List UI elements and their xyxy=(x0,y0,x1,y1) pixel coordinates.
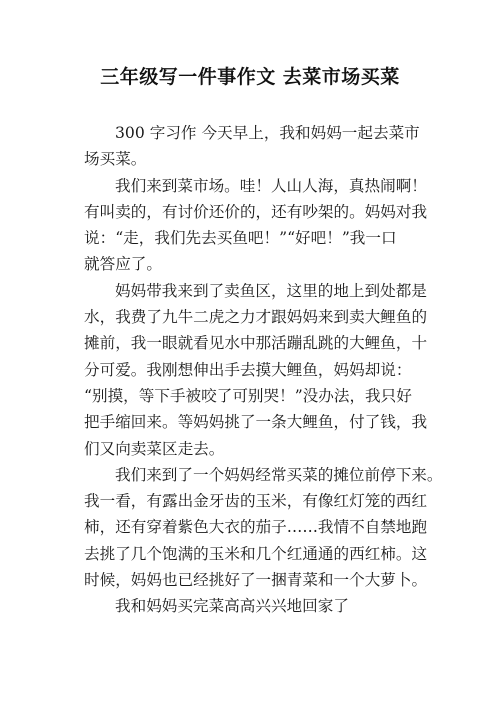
essay-line: 把手缩回来。等妈妈挑了一条大鲤鱼，付了钱，我 xyxy=(84,413,428,432)
essay-body xyxy=(84,120,443,620)
document-title: 三年级写一件事作文 去菜市场买菜 xyxy=(100,66,400,88)
essay-line: 我们来到菜市场。哇！人山人海，真热闹啊！ xyxy=(115,176,427,195)
essay-line: 300 字习作 今天早上，我和妈妈一起去菜市 xyxy=(115,124,420,142)
essay-line: 我和妈妈买完菜高高兴兴地回家了 xyxy=(115,597,349,616)
essay-line: 柿，还有穿着紫色大衣的茄子……我情不自禁地跑 xyxy=(84,518,428,537)
essay-line: 摊前，我一眼就看见水中那活蹦乱跳的大鲤鱼，十 xyxy=(84,334,428,353)
essay-line: 有叫卖的，有讨价还价的，还有吵架的。妈妈对我 xyxy=(84,202,428,221)
essay-line: 就答应了。 xyxy=(84,255,162,274)
essay-line: 妈妈带我来到了卖鱼区，这里的地上到处都是 xyxy=(115,281,427,300)
essay-line: 我们来到了一个妈妈经常买菜的摊位前停下来。 xyxy=(115,465,443,484)
essay-line: 场买菜。 xyxy=(84,150,147,169)
essay-line: 时候，妈妈也已经挑好了一捆青菜和一个大萝卜。 xyxy=(84,571,428,590)
essay-line: “别摸，等下手被咬了可别哭！”没办法，我只好 xyxy=(84,386,412,405)
essay-line: 们又向卖菜区走去。 xyxy=(84,439,225,458)
essay-line: 我一看，有露出金牙齿的玉米，有像红灯笼的西红 xyxy=(84,492,428,511)
essay-line: 说：“走，我们先去买鱼吧！”“好吧！”我一口 xyxy=(84,229,397,248)
essay-line: 分可爱。我刚想伸出手去摸大鲤鱼，妈妈却说： xyxy=(84,360,412,379)
essay-line: 水，我费了九牛二虎之力才跟妈妈来到卖大鲤鱼的 xyxy=(84,308,428,327)
essay-line: 去挑了几个饱满的玉米和几个红通通的西红柿。这 xyxy=(84,544,428,563)
